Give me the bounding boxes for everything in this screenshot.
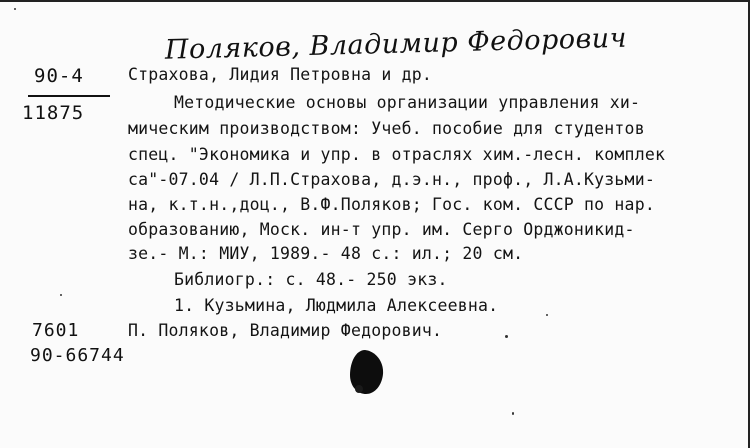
order-number: 90-66744	[30, 345, 125, 366]
imprint-line: зе.- М.: МИУ, 1989.- 48 с.: ил.; 20 см.	[128, 244, 524, 263]
author-line: Страхова, Лидия Петровна и др.	[128, 65, 433, 84]
speck	[505, 335, 508, 338]
title-line-5: на, к.т.н.,доц., В.Ф.Поляков; Гос. ком. СССР по нар.	[128, 195, 655, 214]
handwritten-author-heading: Поляков, Владимир Федорович	[164, 22, 628, 66]
speck	[512, 412, 514, 415]
added-entry-2: П. Поляков, Владимир Федорович.	[128, 321, 443, 340]
speck	[60, 294, 62, 296]
call-number-divider	[28, 95, 110, 97]
title-line-2: мическим производством: Учеб. пособие для студентов	[128, 119, 645, 138]
registration-number: 11875	[22, 102, 85, 124]
title-line-1: Методические основы организации управления хи-	[174, 93, 641, 112]
speck	[546, 314, 548, 316]
title-line-6: образованию, Моск. ин-т упр. им. Серго Орджоникид-	[128, 220, 635, 239]
classification-number: 90-4	[34, 65, 84, 87]
ink-blot	[345, 347, 387, 397]
title-line-3: спец. "Экономика и упр. в отраслях хим.-лесн. комплек	[128, 145, 666, 164]
speck	[14, 8, 16, 10]
added-entry-1: 1. Кузьмина, Людмила Алексеевна.	[174, 296, 499, 315]
title-line-4: са"-07.04 / Л.П.Страхова, д.э.н., проф., Л.А.Кузьми-	[128, 170, 655, 189]
left-code: 7601	[32, 320, 80, 341]
bibliography-note: Библиогр.: с. 48.- 250 экз.	[174, 270, 448, 289]
